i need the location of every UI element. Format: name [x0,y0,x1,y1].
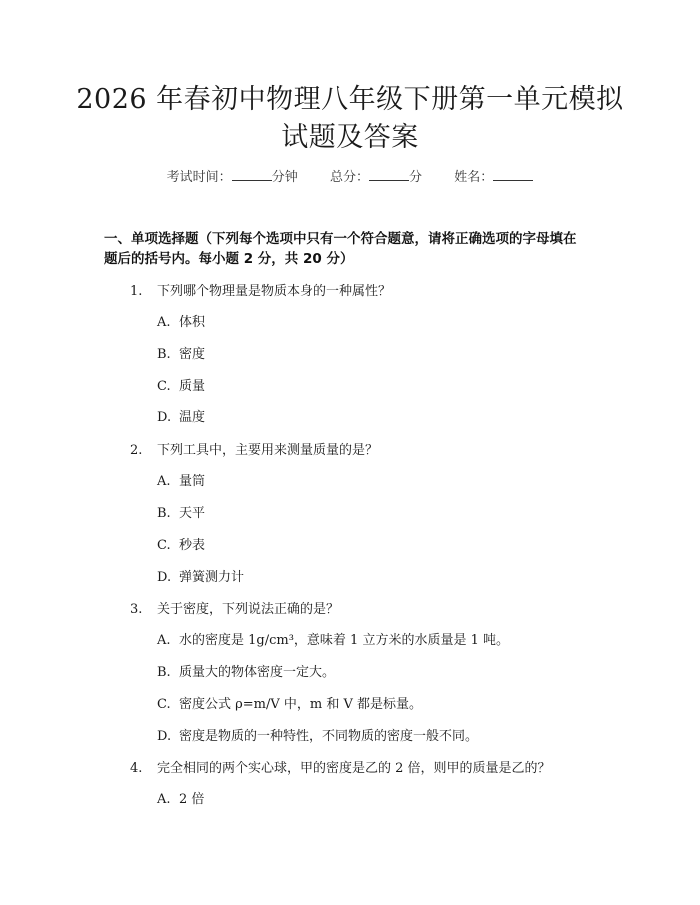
exam-time-unit: 分钟 [271,170,298,185]
option-text: 密度 [179,347,206,362]
option-letter: A. [157,474,171,489]
option-text: 温度 [179,410,206,425]
question-2-option-c [157,536,205,556]
option-letter: B. [157,665,171,680]
question-1-option-d [157,408,205,428]
option-letter: A. [157,792,171,807]
student-name-label: 姓名： [454,170,494,185]
question-text: 下列工具中，主要用来测量质量的是？ [157,443,379,458]
option-letter: A. [157,633,171,648]
section-heading-line-2: 题后的括号内。每小题 2 分，共 20 分） [104,251,354,267]
question-3 [130,600,339,620]
document-title-line-1: 2026 年春初中物理八年级下册第一单元模拟 [76,84,624,115]
question-4-option-a [157,790,204,810]
option-text: 体积 [179,315,206,330]
option-text: 2 倍 [179,792,205,807]
option-text: 水的密度是 1g/cm³，意味着 1 立方米的水质量是 1 吨。 [179,633,509,648]
option-letter: B. [157,347,171,362]
option-letter: D. [157,410,172,425]
option-text: 量筒 [179,474,206,489]
question-3-option-d [157,727,478,747]
question-3-option-b [157,663,335,683]
question-number: 1. [130,284,143,299]
option-letter: D. [157,729,172,744]
option-text: 弹簧测力计 [179,570,245,585]
exam-info-line [0,168,700,188]
question-3-option-a [157,631,509,651]
question-2-option-b [157,504,205,524]
option-letter: A. [157,315,171,330]
document-title-line-2: 试题及答案 [281,122,419,153]
option-text: 质量大的物体密度一定大。 [179,665,336,680]
question-1-option-c [157,377,205,397]
total-score-unit: 分 [409,170,423,185]
option-letter: C. [157,697,171,712]
total-score-blank [369,168,409,181]
exam-time-blank [232,168,272,181]
section-heading-line-1: 一、单项选择题（下列每个选项中只有一个符合题意，请将正确选项的字母填在 [104,231,577,247]
option-text: 秒表 [179,538,206,553]
question-2 [130,441,378,461]
question-1-option-b [157,345,205,365]
total-score-label: 总分： [329,170,369,185]
option-text: 质量 [179,379,206,394]
question-number: 4. [130,761,143,776]
option-letter: C. [157,538,171,553]
exam-time-label: 考试时间： [166,170,232,185]
question-2-option-d [157,568,244,588]
option-text: 密度公式 ρ=m/V 中，m 和 V 都是标量。 [179,697,423,712]
question-text: 完全相同的两个实心球，甲的密度是乙的 2 倍，则甲的质量是乙的？ [157,761,551,776]
question-text: 关于密度，下列说法正确的是？ [157,602,340,617]
question-1-option-a [157,313,205,333]
question-number: 2. [130,443,143,458]
question-number: 3. [130,602,143,617]
option-text: 密度是物质的一种特性，不同物质的密度一般不同。 [179,729,479,744]
question-2-option-a [157,472,205,492]
option-letter: D. [157,570,172,585]
question-4 [130,759,551,779]
option-letter: C. [157,379,171,394]
question-1 [130,282,391,302]
question-3-option-c [157,695,422,715]
question-text: 下列哪个物理量是物质本身的一种属性？ [157,284,392,299]
student-name-blank [493,168,533,181]
option-text: 天平 [179,506,206,521]
option-letter: B. [157,506,171,521]
